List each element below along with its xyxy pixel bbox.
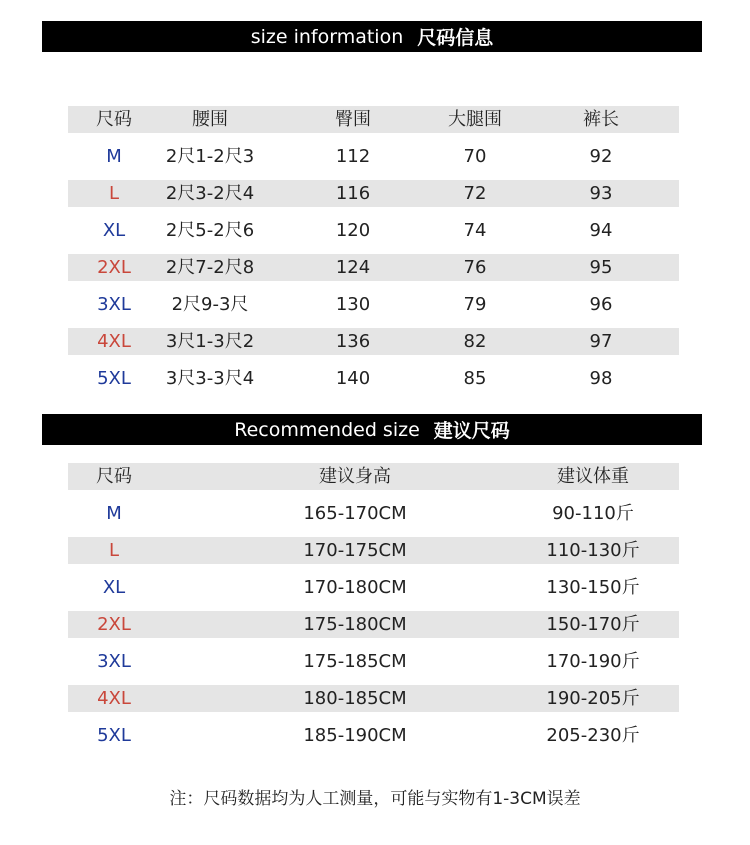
recommended-banner-zh: 建议尺码 — [433, 420, 510, 442]
length-cell: 92 — [589, 146, 613, 167]
waist-cell: 2尺9-3尺 — [171, 294, 249, 315]
size-cell: 5XL — [97, 368, 131, 389]
waist-cell: 3尺3-3尺4 — [165, 368, 255, 389]
hip-cell: 136 — [335, 331, 371, 352]
recommended-banner-en: Recommended size — [234, 418, 420, 441]
length-cell: 98 — [589, 368, 613, 389]
table-row — [68, 143, 679, 170]
length-cell: 94 — [589, 220, 613, 241]
recommended-banner — [42, 414, 702, 445]
table-row — [68, 648, 679, 675]
thigh-cell: 76 — [463, 257, 487, 278]
height-cell: 185-190CM — [303, 725, 407, 746]
hip-cell: 130 — [335, 294, 371, 315]
height-cell: 180-185CM — [303, 688, 407, 709]
weight-cell: 130-150斤 — [546, 577, 640, 598]
size-cell: XL — [102, 220, 126, 241]
length-cell: 93 — [589, 183, 613, 204]
hip-cell: 124 — [335, 257, 371, 278]
size-cell: 4XL — [97, 331, 131, 352]
size-info-banner-en: size information — [250, 25, 404, 48]
size-cell: 5XL — [97, 725, 131, 746]
length-cell: 96 — [589, 294, 613, 315]
weight-cell: 170-190斤 — [546, 651, 640, 672]
weight-cell: 190-205斤 — [546, 688, 640, 709]
measurement-note: 注：尺码数据均为人工测量，可能与实物有1-3CM误差 — [169, 789, 581, 809]
table-row — [68, 722, 679, 749]
size-info-header-row — [68, 106, 679, 133]
size-cell: XL — [102, 577, 126, 598]
table-row — [68, 574, 679, 601]
header-waist: 腰围 — [192, 109, 228, 130]
height-cell: 170-175CM — [303, 540, 407, 561]
table-row — [68, 217, 679, 244]
hip-cell: 140 — [335, 368, 371, 389]
size-info-table — [68, 106, 679, 392]
waist-cell: 2尺1-2尺3 — [165, 146, 255, 167]
table-row — [68, 254, 679, 281]
table-row — [68, 328, 679, 355]
header-length: 裤长 — [583, 109, 619, 130]
size-cell: 3XL — [97, 294, 131, 315]
height-cell: 165-170CM — [303, 503, 407, 524]
header-thigh: 大腿围 — [448, 109, 502, 130]
weight-cell: 110-130斤 — [546, 540, 640, 561]
thigh-cell: 70 — [463, 146, 487, 167]
table-row — [68, 611, 679, 638]
hip-cell: 112 — [335, 146, 371, 167]
hip-cell: 116 — [335, 183, 371, 204]
table-row — [68, 291, 679, 318]
thigh-cell: 85 — [463, 368, 487, 389]
waist-cell: 3尺1-3尺2 — [165, 331, 255, 352]
size-cell: 2XL — [97, 257, 131, 278]
table-row — [68, 365, 679, 392]
thigh-cell: 72 — [463, 183, 487, 204]
header-size: 尺码 — [96, 466, 132, 487]
waist-cell: 2尺3-2尺4 — [165, 183, 255, 204]
size-info-banner — [42, 21, 702, 52]
length-cell: 95 — [589, 257, 613, 278]
recommended-header-row — [68, 463, 679, 490]
hip-cell: 120 — [335, 220, 371, 241]
size-cell: M — [106, 503, 122, 524]
recommended-table — [68, 463, 679, 749]
header-height: 建议身高 — [319, 466, 391, 487]
header-hip: 臀围 — [335, 109, 371, 130]
size-cell: M — [106, 146, 122, 167]
table-row — [68, 180, 679, 207]
size-cell: L — [108, 183, 120, 204]
weight-cell: 150-170斤 — [546, 614, 640, 635]
size-info-banner-zh: 尺码信息 — [417, 27, 494, 49]
thigh-cell: 82 — [463, 331, 487, 352]
weight-cell: 205-230斤 — [546, 725, 640, 746]
waist-cell: 2尺5-2尺6 — [165, 220, 255, 241]
waist-cell: 2尺7-2尺8 — [165, 257, 255, 278]
height-cell: 175-180CM — [303, 614, 407, 635]
thigh-cell: 79 — [463, 294, 487, 315]
height-cell: 175-185CM — [303, 651, 407, 672]
thigh-cell: 74 — [463, 220, 487, 241]
height-cell: 170-180CM — [303, 577, 407, 598]
size-cell: L — [108, 540, 120, 561]
size-cell: 2XL — [97, 614, 131, 635]
header-weight: 建议体重 — [557, 466, 629, 487]
length-cell: 97 — [589, 331, 613, 352]
size-cell: 4XL — [97, 688, 131, 709]
header-size: 尺码 — [96, 109, 132, 130]
size-cell: 3XL — [97, 651, 131, 672]
table-row — [68, 500, 679, 527]
table-row — [68, 685, 679, 712]
weight-cell: 90-110斤 — [552, 503, 634, 524]
table-row — [68, 537, 679, 564]
